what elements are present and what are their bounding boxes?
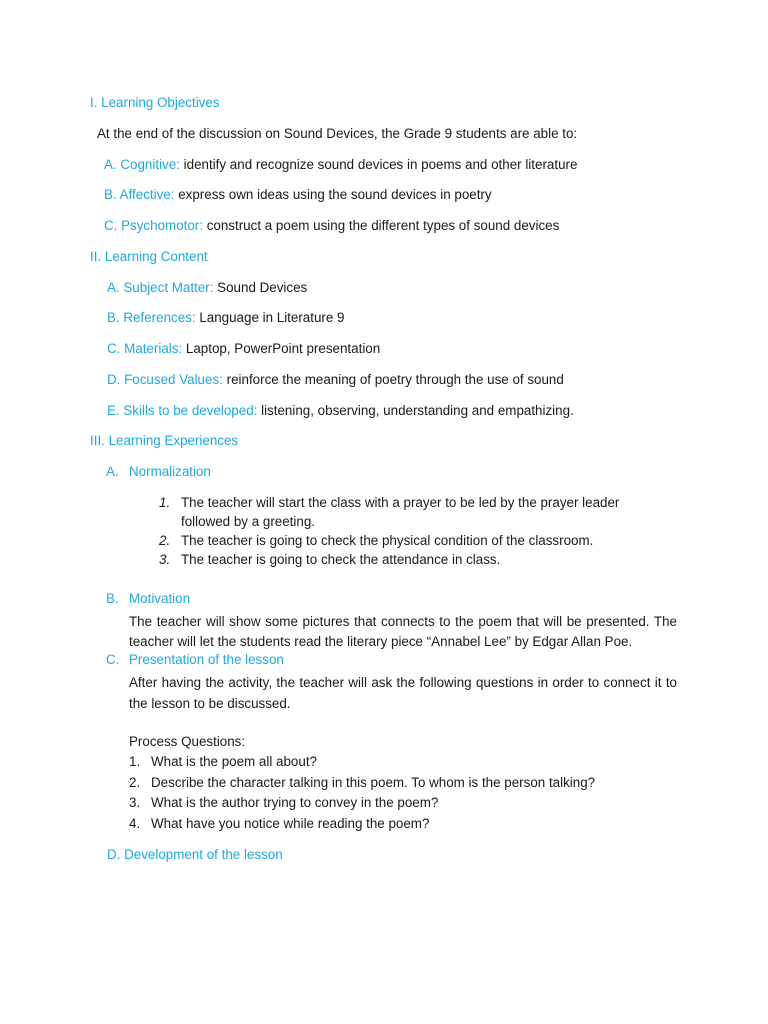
question-number: 1.: [129, 754, 141, 769]
subsection-title-presentation: Presentation of the lesson: [129, 652, 284, 667]
question-text: What is the author trying to convey in the poem?: [151, 795, 439, 810]
motivation-paragraph: The teacher will show some pictures that connects to the poem that will be presented. The teacher will let the students read the literary piece “Annabel Lee” by Edgar Allan Poe.: [129, 614, 677, 649]
step-text: The teacher is going to check the attendance in class.: [181, 552, 501, 567]
content-text: reinforce the meaning of poetry through the use of sound: [226, 372, 564, 387]
presentation-paragraph: After having the activity, the teacher will ask the following questions in order to connect it to the lesson to be discussed.: [129, 675, 677, 711]
content-item-skills: [107, 403, 574, 419]
process-questions-title: Process Questions:: [129, 734, 246, 749]
objective-label: B. Affective:: [104, 187, 175, 202]
objective-affective: [104, 187, 492, 203]
content-label: D. Focused Values:: [107, 372, 223, 387]
step-number: 1.: [159, 495, 171, 510]
objective-cognitive: [104, 157, 577, 173]
objective-psychomotor: [104, 218, 559, 234]
content-label: A. Subject Matter:: [107, 280, 214, 295]
objective-label: C. Psychomotor:: [104, 218, 203, 233]
content-item-subject-matter: [107, 280, 307, 296]
subsection-title-motivation: Motivation: [129, 591, 191, 606]
step-text: The teacher is going to check the physical condition of the classroom.: [181, 533, 594, 548]
question-item: [129, 754, 317, 770]
step-number: 2.: [159, 533, 171, 548]
question-text: What is the poem all about?: [151, 754, 317, 769]
question-text: Describe the character talking in this poem. To whom is the person talking?: [151, 775, 596, 790]
content-item-focused-values: [107, 372, 564, 388]
question-number: 3.: [129, 795, 141, 810]
content-text: listening, observing, understanding and empathizing.: [261, 403, 574, 418]
question-item: [129, 795, 438, 811]
question-text: What have you notice while reading the poem?: [151, 816, 430, 831]
subsection-letter: A.: [106, 464, 119, 479]
content-text: Language in Literature 9: [199, 310, 345, 325]
step-text-continued: followed by a greeting.: [181, 514, 315, 529]
content-label: E. Skills to be developed:: [107, 403, 258, 418]
subsection-title-normalization: Normalization: [129, 464, 211, 479]
objective-text: identify and recognize sound devices in poems and other literature: [183, 157, 578, 172]
section-heading-learning-objectives: I. Learning Objectives: [90, 95, 220, 110]
step-number: 3.: [159, 552, 171, 567]
content-item-materials: [107, 341, 380, 357]
step-text: The teacher will start the class with a prayer to be led by the prayer leader: [181, 495, 620, 510]
question-item: [129, 816, 429, 832]
objective-text: construct a poem using the different types of sound devices: [206, 218, 560, 233]
objective-text: express own ideas using the sound devices in poetry: [178, 187, 492, 202]
subsection-letter: C.: [106, 652, 120, 667]
content-label: C. Materials:: [107, 341, 183, 356]
content-item-references: [107, 310, 345, 326]
subsection-letter: B.: [106, 591, 119, 606]
question-number: 4.: [129, 816, 141, 831]
section-heading-learning-experiences: III. Learning Experiences: [90, 433, 239, 448]
subsection-title-development: D. Development of the lesson: [107, 847, 283, 862]
question-number: 2.: [129, 775, 141, 790]
content-text: Laptop, PowerPoint presentation: [185, 341, 381, 356]
content-label: B. References:: [107, 310, 196, 325]
section-heading-learning-content: II. Learning Content: [90, 249, 208, 264]
question-item: [129, 775, 595, 791]
content-text: Sound Devices: [217, 280, 308, 295]
objective-label: A. Cognitive:: [104, 157, 180, 172]
objectives-intro: At the end of the discussion on Sound Devices, the Grade 9 students are able to:: [97, 126, 578, 141]
